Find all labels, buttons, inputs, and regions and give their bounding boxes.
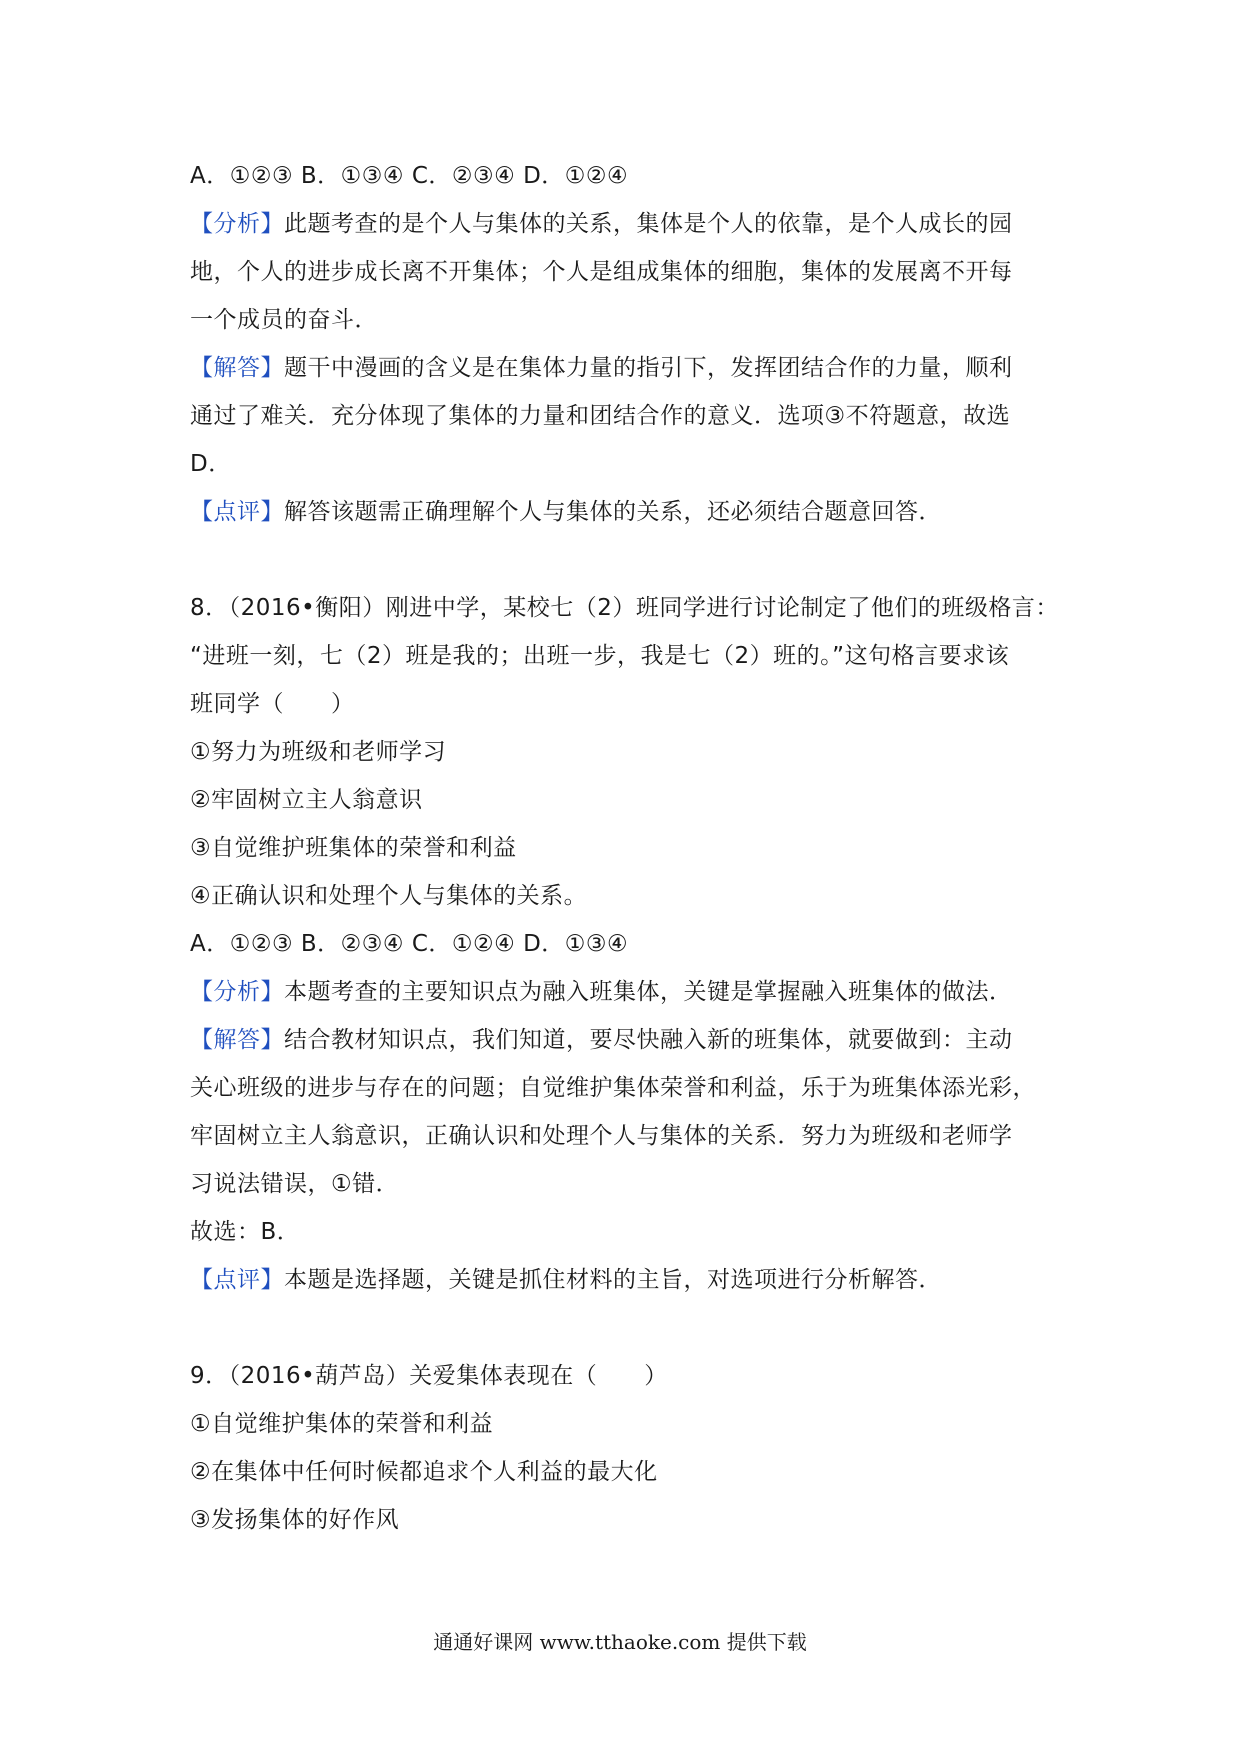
- q7-options: A．①②③ B．①③④ C．②③④ D．①②④: [190, 163, 629, 189]
- comment-tag: 【点评】: [190, 1267, 284, 1293]
- q8-item-2: ②牢固树立主人翁意识: [190, 787, 423, 813]
- analysis-tag: 【分析】: [190, 979, 284, 1005]
- q7-analysis-line-2: 地，个人的进步成长离不开集体；个人是组成集体的细胞，集体的发展离不开每: [190, 259, 1013, 285]
- q8-analysis: 【分析】本题考查的主要知识点为融入班集体，关键是掌握融入班集体的做法．: [190, 979, 1013, 1005]
- q7-answer-line-2: 通过了难关．充分体现了集体的力量和团结合作的意义．选项③不符题意，故选: [190, 403, 1011, 429]
- q8-result: 故选：B．: [190, 1219, 301, 1245]
- q7-analysis-line-3: 一个成员的奋斗．: [190, 307, 378, 333]
- q8-options: A．①②③ B．②③④ C．①②④ D．①③④: [190, 931, 629, 957]
- q8-stem-line-2: “进班一刻，七（2）班是我的；出班一步，我是七（2）班的。”这句格言要求该: [190, 643, 1010, 669]
- q8-item-3: ③自觉维护班集体的荣誉和利益: [190, 835, 517, 861]
- q7-answer-line-3: D．: [190, 451, 232, 477]
- q9-stem: 9．（2016•葫芦岛）关爱集体表现在（ ）: [190, 1363, 668, 1389]
- q9-item-1: ①自觉维护集体的荣誉和利益: [190, 1411, 494, 1437]
- q7-analysis-line-1: 【分析】此题考查的是个人与集体的关系，集体是个人的依靠，是个人成长的园: [190, 211, 1013, 237]
- q8-stem-line-1: 8．（2016•衡阳）刚进中学，某校七（2）班同学进行讨论制定了他们的班级格言：: [190, 595, 1059, 621]
- q8-item-1: ①努力为班级和老师学习: [190, 739, 447, 765]
- q8-stem-line-3: 班同学（ ）: [190, 691, 355, 717]
- q7-comment: 【点评】解答该题需正确理解个人与集体的关系，还必须结合题意回答．: [190, 499, 942, 525]
- q8-item-4: ④正确认识和处理个人与集体的关系。: [190, 883, 588, 909]
- q8-answer-line-2: 关心班级的进步与存在的问题；自觉维护集体荣誉和利益，乐于为班集体添光彩，: [190, 1075, 1036, 1101]
- answer-tag: 【解答】: [190, 1027, 284, 1053]
- q8-answer-line-4: 习说法错误，①错．: [190, 1171, 400, 1197]
- q8-comment: 【点评】本题是选择题，关键是抓住材料的主旨，对选项进行分析解答．: [190, 1267, 942, 1293]
- answer-tag: 【解答】: [190, 355, 284, 381]
- page-footer: 通通好课网 www.tthaoke.com 提供下载: [433, 1630, 807, 1654]
- q8-answer-line-1: 【解答】结合教材知识点，我们知道，要尽快融入新的班集体，就要做到：主动: [190, 1027, 1013, 1053]
- comment-tag: 【点评】: [190, 499, 284, 525]
- q9-item-3: ③发扬集体的好作风: [190, 1507, 400, 1533]
- q8-answer-line-3: 牢固树立主人翁意识，正确认识和处理个人与集体的关系．努力为班级和老师学: [190, 1123, 1013, 1149]
- q7-answer-line-1: 【解答】题干中漫画的含义是在集体力量的指引下，发挥团结合作的力量，顺利: [190, 355, 1013, 381]
- q9-item-2: ②在集体中任何时候都追求个人利益的最大化: [190, 1459, 658, 1485]
- analysis-tag: 【分析】: [190, 211, 284, 237]
